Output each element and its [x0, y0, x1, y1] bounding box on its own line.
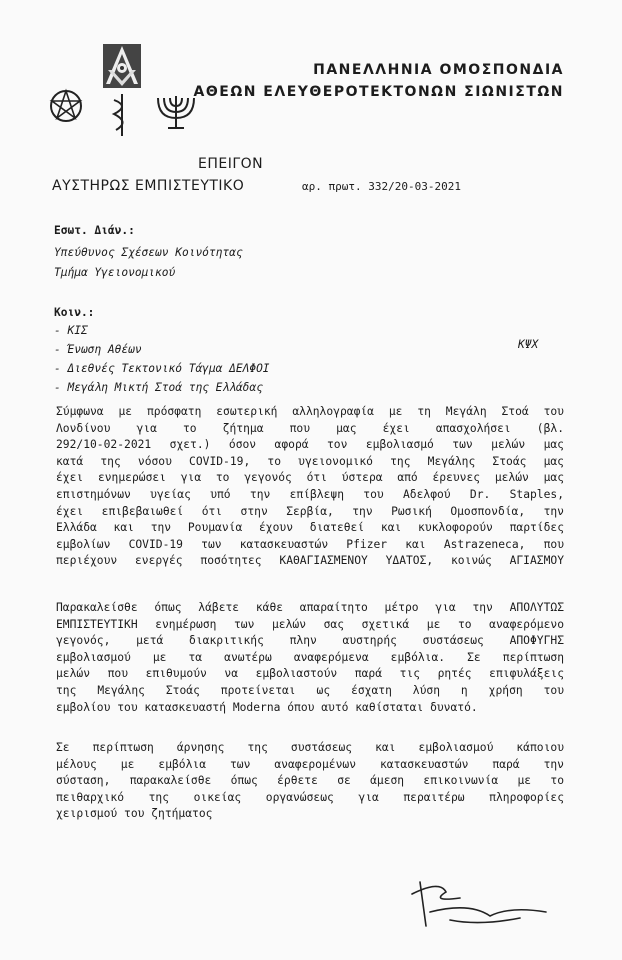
caduceus-icon: [114, 94, 123, 136]
internal-distribution-label: Εσωτ. Διάν.:: [54, 224, 135, 237]
text-line: περιέχουν ενεργές ποσότητες ΚΑΘΑΓΙΑΣΜΕΝΟΥ ΥΔΑΤΟΣ, κοινώς ΑΓΙΑΣΜΟΥ: [56, 554, 564, 568]
paragraph-2: [56, 600, 564, 716]
text-line: Σε περίπτωση άρνησης της συστάσεως και εμβολιασμού κάποιου: [56, 741, 564, 754]
text-line: μέλους με εμβόλια των αναφερομένων κατασκευαστών παρά την: [56, 757, 564, 771]
text-line: Σύμφωνα με πρόσφατη εσωτερική αλληλογραφία με τη Μεγάλη Στοά του: [56, 405, 564, 418]
text-line: μελών που επιθυμούν να εμβολιαστούν παρά τις ρητές επιφυλάξεις: [56, 667, 564, 681]
internal-recipient: Υπεύθυνος Σχέσεων Κοινότητας: [54, 246, 243, 259]
cc-note: ΚΨΧ: [518, 338, 539, 351]
internal-recipient: Τμήμα Υγειονομικού: [54, 266, 176, 279]
text-line: έχει επιβεβαιωθεί ότι στην Σερβία, την Ρωσική Ομοσπονδία, την: [56, 504, 564, 518]
text-line: εμβολίων COVID-19 των κατασκευαστών Pfizer και Astrazeneca, που: [56, 537, 564, 551]
handwritten-signature: [400, 872, 550, 932]
urgent-label: ΕΠΕΙΓΟΝ: [198, 156, 264, 172]
paragraph-1: [56, 404, 564, 570]
cc-item: - Ένωση Αθέων: [54, 343, 142, 356]
text-line: εμβολίου του κατασκευαστή Moderna όπου αυτό καθίσταται δυνατό.: [56, 700, 478, 714]
text-line: ΕΜΠΙΣΤΕΥΤΙΚΗ ενημέρωση των μελών σας σχετικά με το αναφερόμενο: [56, 617, 564, 631]
text-line: σύσταση, παρακαλείσθε όπως έρθετε σε άμεση επικοινωνία με το: [56, 774, 564, 788]
cc-item: - Μεγάλη Μικτή Στοά της Ελλάδας: [54, 381, 263, 394]
text-line: Ελλάδα και την Ρουμανία έχουν διατεθεί και κυκλοφορούν παρτίδες: [56, 521, 564, 535]
confidential-label: ΑΥΣΤΗΡΩΣ ΕΜΠΙΣΤΕΥΤΙΚΟ: [52, 178, 245, 194]
text-line: έχει ενημερώσει για το γεγονός ότι ύστερα από έρευνες μελών μας: [56, 471, 564, 485]
pentagram-icon: [51, 91, 81, 121]
text-line: της Μεγάλης Στοάς προτείνεται ως έσχατη λύση η χρήση του: [56, 683, 564, 697]
cc-item: - Διεθνές Τεκτονικό Τάγμα ΔΕΛΦΟΙ: [54, 362, 270, 375]
text-line: Λονδίνου για το ζήτημα που μας έχει απασχολήσει (βλ.: [56, 421, 564, 435]
cc-item: - ΚΙΣ: [54, 324, 88, 337]
text-line: Παρακαλείσθε όπως λάβετε κάθε απαραίτητο μέτρο για την ΑΠΟΛΥΤΩΣ: [56, 601, 564, 614]
text-line: 292/10-02-2021 σχετ.) όσον αφορά τον εμβολιασμό των μελών μας: [56, 438, 564, 452]
text-line: επιστημόνων υγείας υπό την επίβλεψη του Αδελφού Dr. Staples,: [56, 487, 564, 501]
text-line: εμβολιασμού με τα ανωτέρω αναφερόμενα εμβόλια. Σε περίπτωση: [56, 650, 564, 664]
organization-name-line2: ΑΘΕΩΝ ΕΛΕΥΘΕΡΟΤΕΚΤΟΝΩΝ ΣΙΩΝΙΣΤΩΝ: [193, 84, 564, 100]
organization-name-line1: ΠΑΝΕΛΛΗΝΙΑ ΟΜΟΣΠΟΝΔΙΑ: [313, 62, 564, 78]
cc-label: Κοιν.:: [54, 306, 95, 319]
paragraph-3: [56, 740, 564, 823]
text-line: πειθαρχικό της οικείας οργανώσεως για περαιτέρω πληροφορίες: [56, 790, 564, 804]
text-line: γεγονός, μετά διακριτικής πλην αυστηρής συστάσεως ΑΠΟΦΥΓΗΣ: [56, 634, 564, 648]
text-line: κατά της νόσου COVID-19, το υγειονομικό της Μεγάλης Στοάς μας: [56, 454, 564, 468]
menorah-icon: [158, 96, 194, 128]
protocol-number: αρ. πρωτ. 332/20-03-2021: [302, 180, 461, 193]
square-compass-icon: [103, 44, 141, 88]
masonic-symbols-logo: [48, 40, 198, 140]
text-line: χειρισμού του ζητήματος: [56, 807, 213, 821]
